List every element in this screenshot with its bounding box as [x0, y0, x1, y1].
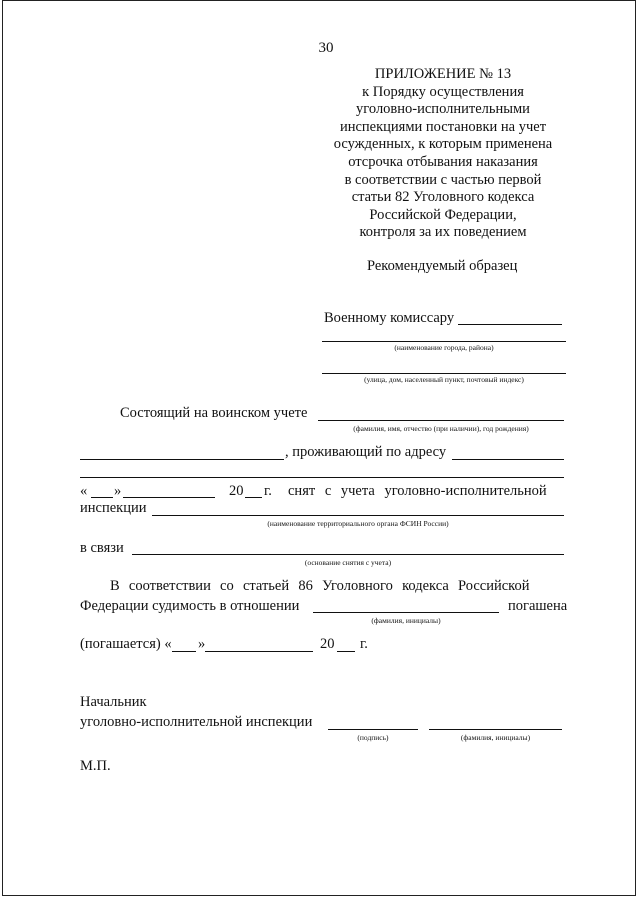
hint-name: (фамилия, инициалы) — [460, 733, 531, 742]
year-field-line[interactable] — [245, 497, 262, 498]
inspection-label: уголовно-исполнительной инспекции — [80, 714, 313, 730]
appendix-line: в соответствии с частью первой — [344, 171, 542, 188]
repaid-year-line[interactable] — [337, 651, 355, 652]
address-field-line[interactable] — [322, 373, 566, 374]
appendix-line: Российской Федерации, — [369, 206, 517, 223]
city-field-line[interactable] — [322, 341, 566, 342]
person-field-line[interactable] — [318, 420, 564, 421]
hint-signature: (подпись) — [357, 733, 389, 742]
repaid-year-suffix: г. — [360, 636, 368, 652]
article-line-2-end: погашена — [508, 598, 568, 614]
inspection-word: инспекции — [80, 500, 147, 516]
reason-field-line[interactable] — [132, 554, 564, 555]
article-line-1: В соответствии со статьей 86 Уголовного кодекса Российской — [110, 578, 530, 594]
repaid-label: (погашается) « — [80, 636, 172, 652]
signature-field-line[interactable] — [328, 729, 418, 730]
appendix-line: инспекциями постановки на учет — [339, 118, 547, 135]
appendix-title: ПРИЛОЖЕНИЕ № 13 — [374, 66, 512, 82]
hint-fio: (фамилия, инициалы) — [371, 616, 441, 625]
removed-text: снят с учета уголовно-исполнительной — [288, 483, 547, 499]
due-to-label: в связи — [80, 540, 124, 556]
month-field-line[interactable] — [123, 497, 215, 498]
addressee-field-line[interactable] — [458, 324, 562, 325]
repaid-day-line[interactable] — [172, 651, 196, 652]
date-close-quote: » — [114, 483, 122, 499]
year-suffix: г. — [264, 483, 272, 499]
appendix-line: контроля за их поведением — [359, 224, 527, 241]
person-continued-line[interactable] — [80, 459, 284, 460]
repaid-year-prefix: 20 — [320, 636, 335, 652]
stamp-label: М.П. — [80, 758, 111, 774]
hint-city: (наименование города, района) — [394, 343, 494, 352]
living-label: , проживающий по адресу — [285, 444, 447, 460]
appendix-line: уголовно-исполнительными — [356, 101, 530, 118]
hint-address: (улица, дом, населенный пункт, почтовый индекс) — [364, 375, 524, 384]
hint-reason: (основание снятия с учета) — [304, 558, 392, 567]
hint-territorial: (наименование территориального органа ФСИН России) — [267, 519, 449, 528]
territorial-field-line[interactable] — [152, 515, 564, 516]
hint-person: (фамилия, имя, отчество (при наличии), год рождения) — [353, 424, 529, 433]
appendix-line: отсрочка отбывания наказания — [348, 153, 538, 170]
appendix-line: к Порядку осуществления — [362, 83, 524, 100]
repaid-close-quote: » — [198, 636, 206, 652]
residence-continued-line[interactable] — [80, 477, 564, 478]
residence-field-line[interactable] — [452, 459, 564, 460]
sample-note: Рекомендуемый образец — [367, 258, 518, 274]
name-field-line[interactable] — [429, 729, 562, 730]
addressee-label: Военному комиссару — [324, 310, 455, 326]
appendix-line: статьи 82 Уголовного кодекса — [351, 189, 535, 206]
head-label: Начальник — [80, 694, 147, 710]
article-line-2-start: Федерации судимость в отношении — [80, 598, 300, 614]
year-prefix: 20 — [229, 483, 244, 499]
registered-label: Состоящий на воинском учете — [120, 405, 308, 421]
date-open-quote: « — [80, 483, 88, 499]
day-field-line[interactable] — [91, 497, 113, 498]
appendix-line: осужденных, к которым применена — [333, 136, 553, 153]
fio-field-line[interactable] — [313, 612, 499, 613]
repaid-month-line[interactable] — [205, 651, 313, 652]
appendix-header — [318, 66, 568, 242]
page-number: 30 — [318, 40, 334, 56]
